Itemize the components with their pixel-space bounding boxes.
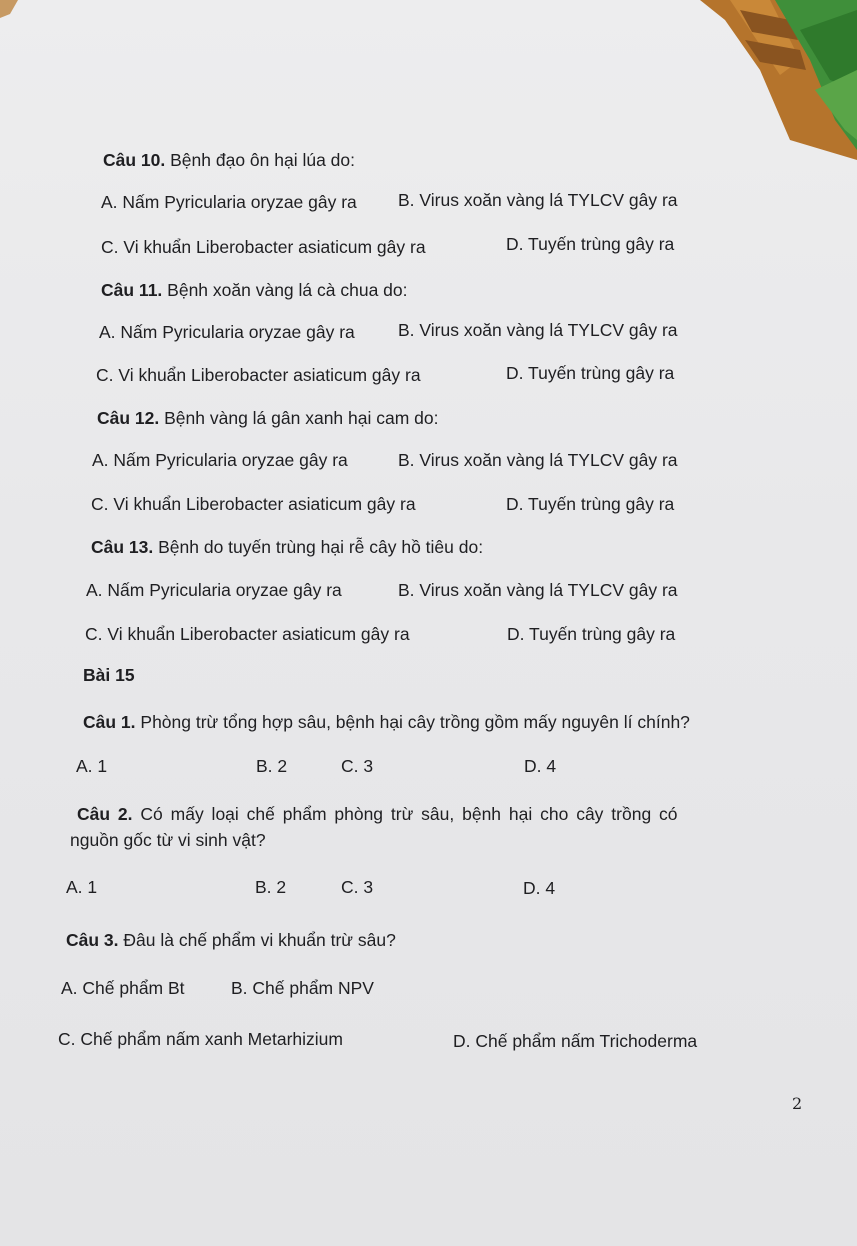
q12-option-d: D. Tuyến trùng gây ra xyxy=(506,494,675,514)
q13-option-b: B. Virus xoăn vàng lá TYLCV gây ra xyxy=(398,580,678,600)
question-12: Câu 12. Bệnh vàng lá gân xanh hại cam do: xyxy=(97,408,439,428)
lesson-question-2-line2: nguồn gốc từ vi sinh vật? xyxy=(70,830,266,850)
lesson-question-2: Câu 2. Có mấy loại chế phẩm phòng trừ sâu, bệnh hại cho cây trồng có xyxy=(77,804,678,824)
q12-option-a: A. Nấm Pyricularia oryzae gây ra xyxy=(92,450,348,470)
question-11: Câu 11. Bệnh xoăn vàng lá cà chua do: xyxy=(101,280,408,300)
lq1-option-a: A. 1 xyxy=(76,756,108,776)
photo-background-decoration xyxy=(0,0,857,160)
q13-option-a: A. Nấm Pyricularia oryzae gây ra xyxy=(86,580,342,600)
lq2-option-c: C. 3 xyxy=(341,877,374,897)
lq2-option-a: A. 1 xyxy=(66,877,98,897)
q10-option-d: D. Tuyến trùng gây ra xyxy=(506,234,675,254)
q10-option-c: C. Vi khuẩn Liberobacter asiaticum gây ra xyxy=(101,237,426,257)
q11-option-c: C. Vi khuẩn Liberobacter asiaticum gây ra xyxy=(96,365,421,385)
q10-option-a: A. Nấm Pyricularia oryzae gây ra xyxy=(101,192,357,212)
q11-option-d: D. Tuyến trùng gây ra xyxy=(506,363,675,383)
lesson-question-1: Câu 1. Phòng trừ tổng hợp sâu, bệnh hại cây trồng gồm mấy nguyên lí chính? xyxy=(83,712,690,732)
q12-option-b: B. Virus xoăn vàng lá TYLCV gây ra xyxy=(398,450,678,470)
q11-option-b: B. Virus xoăn vàng lá TYLCV gây ra xyxy=(398,320,678,340)
lq1-option-d: D. 4 xyxy=(524,756,557,776)
q10-option-b: B. Virus xoăn vàng lá TYLCV gây ra xyxy=(398,190,678,210)
q11-option-a: A. Nấm Pyricularia oryzae gây ra xyxy=(99,322,355,342)
lesson-heading: Bài 15 xyxy=(83,665,135,685)
page-number: 2 xyxy=(792,1094,803,1113)
q13-option-d: D. Tuyến trùng gây ra xyxy=(507,624,676,644)
lq2-option-d: D. 4 xyxy=(523,878,556,898)
lq3-option-b: B. Chế phẩm NPV xyxy=(231,978,374,998)
lq1-option-c: C. 3 xyxy=(341,756,374,776)
lq3-option-d: D. Chế phẩm nấm Trichoderma xyxy=(453,1031,698,1051)
lq2-option-b: B. 2 xyxy=(255,877,287,897)
question-13: Câu 13. Bệnh do tuyến trùng hại rễ cây hồ tiêu do: xyxy=(91,537,484,557)
question-10: Câu 10. Bệnh đạo ôn hại lúa do: xyxy=(103,150,356,170)
lq3-option-c: C. Chế phẩm nấm xanh Metarhizium xyxy=(58,1029,343,1049)
lq3-option-a: A. Chế phẩm Bt xyxy=(61,978,185,998)
q12-option-c: C. Vi khuẩn Liberobacter asiaticum gây ra xyxy=(91,494,416,514)
q13-option-c: C. Vi khuẩn Liberobacter asiaticum gây ra xyxy=(85,624,410,644)
lq1-option-b: B. 2 xyxy=(256,756,288,776)
lesson-question-3: Câu 3. Đâu là chế phẩm vi khuẩn trừ sâu? xyxy=(66,930,396,950)
